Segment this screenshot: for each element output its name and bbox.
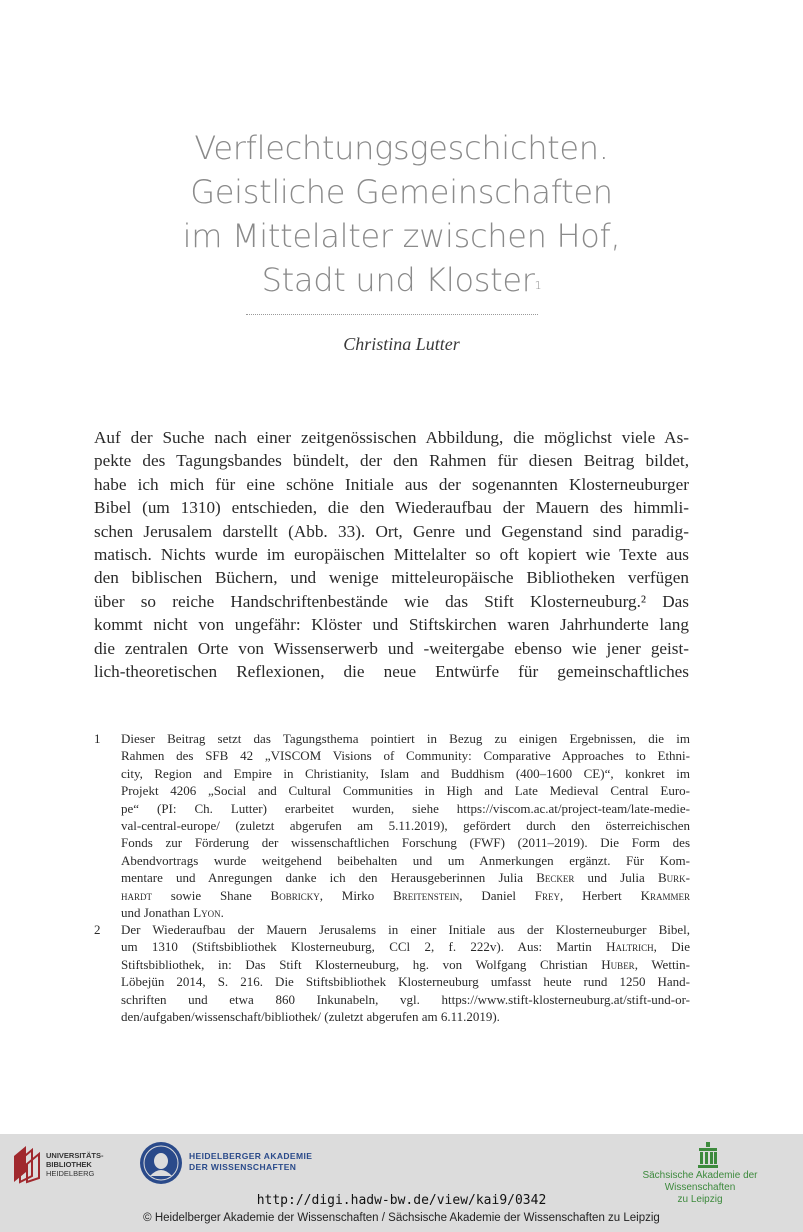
academy-seal-icon[interactable] bbox=[138, 1140, 184, 1191]
footnote-line: Rahmen des SFB 42 „VISCOM Visions of Community: Comparative Approaches to Ethni- bbox=[121, 748, 690, 764]
permalink-url[interactable]: http://digi.hadw-bw.de/view/kai9/0342 bbox=[256, 1193, 547, 1208]
chapter-title bbox=[0, 126, 803, 302]
footnote-marker[interactable]: 1 bbox=[534, 279, 542, 292]
footnote-line: schriften und etwa 860 Inkunabeln, vgl. https://www.stift-klosterneuburg.at/stift-und-or- bbox=[121, 991, 690, 1007]
chapter-title-line: im Mittelalter zwischen Hof, bbox=[182, 217, 621, 255]
footnote-line: Projekt 4206 „Social and Cultural Communities in High and Late Medieval Central Euro- bbox=[121, 783, 690, 799]
body-line: pekte des Tagungsbandes bündelt, der den Rahmen für diesen Beitrag bildet, bbox=[94, 451, 689, 471]
footnote-number: 1 bbox=[94, 731, 101, 746]
footnote-text bbox=[121, 921, 690, 1025]
body-line: lich-theoretischen Reflexionen, die neue Entwürfe für gemeinschaftliches bbox=[94, 661, 689, 681]
footnote-line: val-central-europe/ (zuletzt abgerufen am 5.11.2019), gefördert durch den österreichischen bbox=[121, 817, 690, 833]
academy-name: HEIDELBERGER AKADEMIE DER WISSENSCHAFTEN bbox=[189, 1151, 313, 1172]
footnote-line: Dieser Beitrag setzt das Tagungsthema pointiert in Bezug zu einigen Ergebnissen, die im bbox=[121, 731, 690, 746]
library-logo-icon[interactable] bbox=[10, 1142, 44, 1191]
chapter-title-line: Verflechtungsgeschichten. bbox=[194, 129, 609, 167]
footnote-line: Der Wiederaufbau der Mauern Jerusalems in einer Initiale aus der Klosterneuburger Bibel, bbox=[121, 922, 690, 937]
body-line: habe ich mich für eine schöne Initiale aus der sogenannten Klosterneuburger bbox=[94, 474, 689, 494]
body-line: kommt nicht von ungefähr: Klöster und Stiftskirchen waren Jahrhunderte lang bbox=[94, 615, 689, 635]
footnote-line: um 1310 (Stiftsbibliothek Klosterneuburg, CCl 2, f. 222v). Aus: Martin Haltrich, Die bbox=[121, 939, 690, 955]
chapter-title-line: Geistliche Gemeinschaften bbox=[190, 173, 613, 211]
body-line: über so reiche Handschriftenbestände wie das Stift Klosterneuburg.² Das bbox=[94, 591, 689, 611]
body-line: den biblischen Büchern, und wenige mitteleuropäische Bibliotheken verfügen bbox=[94, 568, 689, 588]
saxon-academy-name: Sächsische Akademie der Wissenschaften zu Leipzig bbox=[642, 1170, 758, 1205]
footnote-line: Stiftsbibliothek, in: Das Stift Klosterneuburg, hg. von Wolfgang Christian Huber, Wettin- bbox=[121, 956, 690, 972]
saxon-academy-icon[interactable] bbox=[697, 1142, 719, 1173]
footnote-text bbox=[121, 730, 690, 921]
body-line: Bibel (um 1310) entschieden, die den Wiederaufbau der Mauern des himmli- bbox=[94, 498, 689, 518]
footnote-line: Löbejün 2014, S. 216. Die Stiftsbibliothek Klosterneuburg umfasst heute rund 1250 Hand- bbox=[121, 974, 690, 990]
footnote-line: den/aufgaben/wissenschaft/bibliothek/ (zuletzt abgerufen am 6.11.2019). bbox=[121, 1008, 500, 1024]
footnote-line: hardt sowie Shane Bobricky, Mirko Breitenstein, Daniel Frey, Herbert Krammer bbox=[121, 887, 690, 903]
footnote-line: mentare und Anregungen danke ich den Herausgeberinnen Julia Becker und Julia Burk- bbox=[121, 870, 690, 886]
footnote-line: Fonds zur Förderung der wissenschaftlichen Forschung (FWF) (2011–2019). Die Form des bbox=[121, 835, 690, 851]
footnote-line: Abendvortrags wurde weitgehend beibehalten und um Anmerkungen ergänzt. Für Kom- bbox=[121, 852, 690, 868]
copyright-notice: © Heidelberger Akademie der Wissenschaften / Sächsische Akademie der Wissenschaften zu Leipzig bbox=[143, 1212, 660, 1224]
author-name: Christina Lutter bbox=[343, 334, 460, 354]
footnote-line: city, Region and Empire in Christianity, Islam and Buddhism (400–1600 CE)“, konkret im bbox=[121, 765, 690, 781]
title-divider bbox=[246, 314, 538, 315]
body-line: matisch. Nichts wurde im europäischen Mittelalter so oft kopiert wie Texte aus bbox=[94, 544, 689, 564]
footnote-line: pe“ (PI: Ch. Lutter) erarbeitet wurden, siehe https://viscom.ac.at/project-team/late-medie- bbox=[121, 800, 690, 816]
footnote-line: und Jonathan Lyon. bbox=[121, 904, 224, 920]
library-name: UNIVERSITÄTS- BIBLIOTHEK HEIDELBERG bbox=[46, 1151, 104, 1178]
body-line: Auf der Suche nach einer zeitgenössischen Abbildung, die möglichst viele As- bbox=[94, 428, 689, 447]
footnote-number: 2 bbox=[94, 922, 101, 937]
body-text bbox=[94, 426, 689, 683]
chapter-title-text: Stadt und Kloster bbox=[261, 261, 535, 299]
body-line: die zentralen Orte von Wissenserwerb und -weitergabe ebenso wie jener geist- bbox=[94, 638, 689, 658]
body-line: schen Jerusalem darstellt (Abb. 33). Ort, Genre und Gegenstand sind paradig- bbox=[94, 521, 689, 541]
chapter-title-line bbox=[0, 258, 803, 302]
